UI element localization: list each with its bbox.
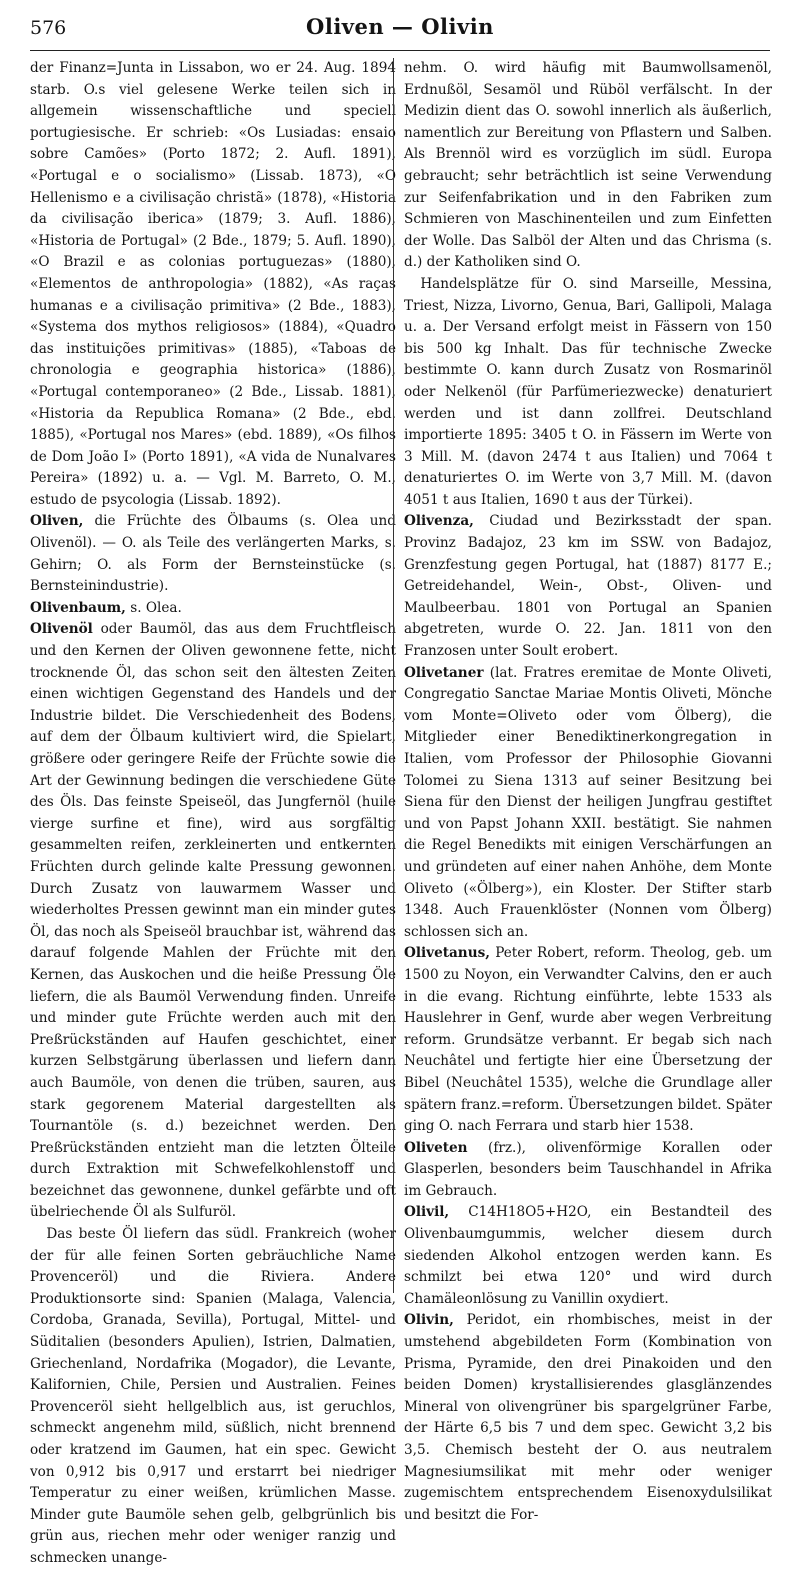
entry-olivetaner (404, 663, 772, 944)
paragraph-olivenoel-trade: Handelsplätze für O. sind Marseille, Messina, Triest, Nizza, Livorno, Genua, Bari, Gallipoli, Malaga u. a. Der Versand erfolgt meist in Fässern von 150 bis 500 kg Inhalt. Das für technische Zwecke bestimmte O. kann durch Zusatz von Rosmarinöl oder Nelkenöl (für Parfümeriezwecke) denaturiert werden und ist dann zollfrei. Deutschland importierte 1895: 3405 t O. in Fässern im Werte von 3 Mill. M. (davon 2474 t aus Italien) und 7064 t denaturiertes O. im Werte von 3,7 Mill. M. (davon 4051 t aus Italien, 1690 t aus der Türkei). (404, 275, 772, 508)
entry-oliveten-text: (frz.), olivenförmige Korallen oder Glasperlen, besonders beim Tauschhandel in Afrika im Gebrauch. (404, 1139, 772, 1199)
entry-olivenbaum (30, 598, 396, 620)
entry-olivenoel-text: oder Baumöl, das aus dem Fruchtfleisch und den Kernen der Oliven gewonnene fette, nicht trocknende Öl, das schon seit den ältesten Zeiten einen wichtigen Gegenstand des Handels und der Industrie bildet. Die Verschiedenheit des Bodens, auf dem der Ölbaum kultiviert wird, die Spielart, größere oder geringere Reife der Früchte sowie die Art der Gewinnung bedingen die verschiedene Güte des Öls. Das feinste Speiseöl, das Jungfernöl (huile vierge surfine et fine), wird aus sorgfältig gesammelten reifen, zerkleinerten und entkernten Früchten durch gelinde kalte Pressung gewonnen. Durch Zusatz von lauwarmem Wasser und wiederholtes Pressen gewinnt man ein minder gutes Öl, das noch als Speiseöl brauchbar ist, während das darauf folgende Mahlen der Früchte mit den Kernen, das Auskochen und die heiße Pressung Öle liefern, die als Baumöl Verwendung finden. Unreife und minder gute Früchte werden auch mit den Preßrückständen auf Haufen geschichtet, einer kurzen Selbstgärung überlassen und liefern dann auch Baumöle, von denen die trüben, sauren, aus stark gegorenem Material dargestellten als Tournantöle (s. d.) bezeichnet werden. Den Preßrückständen entzieht man die letzten Ölteile durch Extraktion mit Schwefelkohlenstoff und bezeichnet das gewonnene, dunkel gefärbte und oft übelriechende Öl als Sulfuröl. (30, 621, 396, 1221)
entry-olivin-text: Peridot, ein rhombisches, meist in der umstehend abgebildeten Form (Kombination von Prisma, Pyramide, den drei Pinakoiden und den beiden Domen) krystallisierendes glasglänzendes Mineral von olivengrüner bis spargelgrüner Farbe, der Härte 6,5 bis 7 und dem spec. Gewicht 3,2 bis 3,5. Chemisch besteht der O. aus neutralem Magnesiumsilikat mit mehr oder weniger zugemischtem entsprechendem Eisenoxydulsilikat und besitzt die For- (404, 1312, 772, 1523)
headword-oliven: Oliven, (30, 513, 84, 530)
entry-olivin (404, 1310, 772, 1526)
entry-olivenoel (30, 619, 396, 1224)
left-column (30, 58, 396, 1570)
running-head: Oliven — Olivin (306, 14, 494, 39)
headword-olivenoel: Olivenöl (30, 621, 93, 638)
entry-olivetanus-text: Peter Robert, reform. Theolog, geb. um 1500 zu Noyon, ein Verwandter Calvins, den er auch in die evang. Richtung einführte, lebte 1533 als Hauslehrer in Genf, wurde aber wegen Verbreitung reform. Grundsätze verbannt. Er begab sich nach Neuchâtel und fertigte hier eine Übersetzung der Bibel (Neuchâtel 1535), welche die Grundlage aller spätern franz.=reform. Übersetzungen bildet. Später ging O. nach Ferrara und starb hier 1538. (404, 945, 772, 1135)
right-column (404, 58, 772, 1526)
paragraph-olivenoel-production: Das beste Öl liefern das südl. Frankreich (woher der für alle feinen Sorten gebräuchliche Name Provenceröl) und die Riviera. Andere Produktionsorte sind: Spanien (Malaga, Valencia, Cordoba, Granada, Sevilla), Portugal, Mittel- und Süditalien (besonders Apulien), Istrien, Dalmatien, Griechenland, Nordafrika (Mogador), die Levante, Kalifornien, Chile, Persien und Australien. Feines Provenceröl sieht hellgelblich aus, ist geruchlos, schmeckt angenehm mild, süßlich, nicht brennend oder kratzend im Gaumen, hat ein spec. Gewicht von 0,912 bis 0,917 und erstarrt bei niedriger Temperatur zu einer weißen, krümlichen Masse. Minder gute Baumöle sehen gelb, gelbgrünlich bis grün aus, riechen mehr oder weniger ranzig und schmecken unange- (30, 1226, 396, 1566)
page-number: 576 (30, 17, 67, 39)
headword-olivenza: Olivenza, (404, 513, 474, 530)
entry-olivenza (404, 511, 772, 662)
entry-oliven-text: die Früchte des Ölbaums (s. Olea und Olivenöl). — O. als Teile des verlängerten Marks, s. Gehirn; O. als Form der Bernsteinstücke (s. Bernsteinindustrie). (30, 513, 396, 595)
entry-olivenza-text: Ciudad und Bezirksstadt der span. Provinz Badajoz, 23 km im SSW. von Badajoz, Grenzfestung gegen Portugal, hat (1887) 8177 E.; Getreidehandel, Wein-, Obst-, Oliven- und Maulbeerbau. 1801 von Portugal an Spanien abgetreten, wurde O. 22. Jan. 1811 von den Franzosen unter Soult erobert. (404, 513, 772, 660)
headword-olivin: Olivin, (404, 1312, 454, 1329)
entry-oliven (30, 511, 396, 597)
headword-olivil: Olivil, (404, 1204, 450, 1221)
headword-olivenbaum: Olivenbaum, (30, 599, 126, 616)
entry-olivetaner-text: (lat. Fratres eremitae de Monte Oliveti, Congregatio Sanctae Mariae Montis Oliveti, Mönche vom Monte=Oliveto oder vom Ölberg), die Mitglieder einer Benediktinerkongregation in Italien, vom Professor der Philosophie Giovanni Tolomei zu Siena 1313 auf seiner Besitzung bei Siena für den Dienst der heiligen Jungfrau gestiftet und von Papst Johann XXII. bestätigt. Sie nahmen die Regel Benedikts mit einigen Verschärfungen an und gründeten auf einer nahen Anhöhe, dem Monte Oliveto («Ölberg»), ein Kloster. Der Stifter starb 1348. Auch Frauenklöster (Nonnen vom Ölberg) schlossen sich an. (404, 664, 772, 940)
column-divider (393, 58, 394, 1293)
headword-oliveten: Oliveten (404, 1139, 468, 1156)
entry-olivetanus (404, 943, 772, 1137)
entry-oliveten (404, 1138, 772, 1203)
paragraph-oliveira-martins: der Finanz=Junta in Lissabon, wo er 24. Aug. 1894 starb. O.s viel gelesene Werke teilen sich in allgemein wissenschaftliche und speciell portugiesische. Er schrieb: «Os Lusiadas: ensaio sobre Camões» (Porto 1872; 2. Aufl. 1891), «Portugal e o socialismo» (Lissab. 1873), «O Hellenismo e a civilisação christã» (1878), «Historia da civilisação iberica» (1879; 3. Aufl. 1886), «Historia de Portugal» (2 Bde., 1879; 5. Aufl. 1890), «O Brazil e as colonias portuguezas» (1880), «Elementos de anthropologia» (1882), «As raças humanas e a civilisação primitiva» (2 Bde., 1883), «Systema dos mythos religiosos» (1884), «Quadro das instituições primitivas» (1885), «Taboas de chronologia e geographia historica» (1886), «Portugal contemporaneo» (2 Bde., Lissab. 1881), «Historia da Republica Romana» (2 Bde., ebd. 1885), «Portugal nos Mares» (ebd. 1889), «Os filhos de Dom João I» (Porto 1891), «A vida de Nunalvares Pereira» (1892) u. a. — Vgl. M. Barreto, O. M., estudo de psycologia (Lissab. 1892). (30, 60, 396, 508)
headword-olivetanus: Olivetanus, (404, 945, 490, 962)
page-header (30, 14, 770, 48)
entry-olivil-text: C14H18O5+H2O, ein Bestandteil des Olivenbaumgummis, welcher diesem durch siedenden Alkohol entzogen werden kann. Es schmilzt bei etwa 120° und wird durch Chamäleonlösung zu Vanillin oxydiert. (404, 1204, 772, 1307)
entry-olivenbaum-text: s. Olea. (125, 599, 182, 616)
entry-olivil (404, 1202, 772, 1310)
paragraph-olivenoel-uses: nehm. O. wird häufig mit Baumwollsamenöl, Erdnußöl, Sesamöl und Rüböl verfälscht. In der Medizin dient das O. sowohl innerlich als äußerlich, namentlich zur Bereitung von Pflastern und Salben. Als Brennöl wird es vorzüglich im südl. Europa gebraucht; sehr beträchtlich ist seine Verwendung zur Seifenfabrikation und in den Fabriken zum Schmieren von Maschinenteilen und zum Einfetten der Wolle. Das Salböl der Alten und das Chrisma (s. d.) der Katholiken sind O. (404, 60, 772, 271)
headword-olivetaner: Olivetaner (404, 664, 484, 681)
header-rule (30, 50, 770, 51)
